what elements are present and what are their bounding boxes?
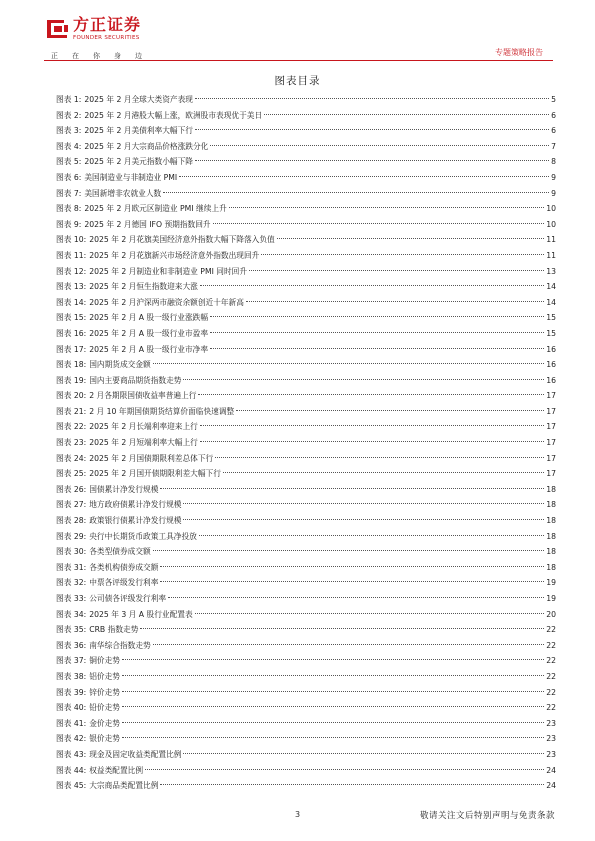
toc-entry-page: 18 [546, 562, 556, 572]
toc-entry-page: 8 [551, 157, 556, 167]
toc-leader-dots [145, 769, 544, 770]
toc-leader-dots [153, 550, 544, 551]
toc-entry[interactable] [56, 731, 556, 747]
toc-entry-title: 大宗商品类配置比例 [89, 781, 159, 791]
toc-entry-page: 7 [551, 141, 556, 151]
toc-leader-dots [261, 254, 544, 255]
brand-slogan: 正在你身边 [51, 52, 156, 60]
toc-entry-label: 图表 14: [56, 297, 87, 307]
toc-leader-dots [163, 192, 549, 193]
toc-entry-page: 22 [546, 703, 556, 713]
toc-entry-label: 图表 38: [56, 671, 87, 681]
toc-leader-dots [195, 160, 549, 161]
toc-entry-title: 2025 年 2 月花旗新兴市场经济意外指数出现回升 [89, 250, 260, 260]
toc-entry-title: 国内期货成交金额 [89, 360, 151, 370]
toc-entry-title: CRB 指数走势 [89, 625, 139, 635]
toc-entry-title: 2025 年 2 月国债期限利差总体下行 [89, 453, 214, 463]
toc-entry-page: 24 [546, 781, 556, 791]
toc-entry[interactable] [56, 186, 556, 202]
toc-entry[interactable] [56, 513, 556, 529]
toc-entry-title: 2025 年 2 月德国 IFO 预期指数回升 [84, 219, 211, 229]
toc-entry-label: 图表 23: [56, 438, 87, 448]
toc-entry-label: 图表 13: [56, 282, 87, 292]
toc-entry-page: 11 [546, 250, 556, 260]
toc-leader-dots [195, 98, 549, 99]
toc-entry-page: 17 [546, 438, 556, 448]
toc-entry-title: 铝价走势 [89, 671, 120, 681]
toc-entry[interactable] [56, 295, 556, 311]
toc-entry-title: 2025 年 2 月欧元区制造业 PMI 继续上升 [84, 204, 227, 214]
toc-entry-title: 2025 年 2 月大宗商品价格涨跌分化 [84, 141, 209, 151]
toc-entry-page: 11 [546, 235, 556, 245]
toc-entry-page: 17 [546, 422, 556, 432]
toc-entry-label: 图表 36: [56, 640, 87, 650]
toc-entry[interactable] [56, 326, 556, 342]
toc-entry-label: 图表 43: [56, 749, 87, 759]
toc-leader-dots [160, 581, 544, 582]
toc-entry[interactable] [56, 404, 556, 420]
toc-leader-dots [183, 503, 544, 504]
toc-entry-label: 图表 24: [56, 453, 87, 463]
toc-entry-title: 国债累计净发行规模 [89, 484, 159, 494]
toc-leader-dots [153, 644, 544, 645]
toc-entry-title: 2025 年 2 月 A 股一级行业涨跌幅 [89, 313, 209, 323]
toc-entry-title: 2025 年 2 月长端利率迎来上行 [89, 422, 198, 432]
toc-leader-dots [210, 348, 544, 349]
toc-entry-title: 各类型债券成交额 [89, 547, 151, 557]
toc-entry[interactable] [56, 123, 556, 139]
toc-entry-title: 2025 年 2 月港股大幅上涨，欧洲股市表现优于美日 [84, 110, 263, 120]
toc-entry-label: 图表 44: [56, 765, 87, 775]
toc-entry[interactable] [56, 529, 556, 545]
toc-entry-label: 图表 15: [56, 313, 87, 323]
toc-entry-page: 14 [546, 297, 556, 307]
toc-entry-label: 图表 2: [56, 110, 82, 120]
toc-entry-label: 图表 22: [56, 422, 87, 432]
toc-entry[interactable] [56, 763, 556, 779]
toc-entry[interactable] [56, 388, 556, 404]
toc-entry[interactable] [56, 170, 556, 186]
toc-entry-page: 18 [546, 547, 556, 557]
toc-leader-dots [264, 114, 549, 115]
toc-entry-page: 22 [546, 687, 556, 697]
toc-entry-title: 2025 年 2 月 A 股一级行业市盈率 [89, 328, 209, 338]
toc-entry-page: 22 [546, 640, 556, 650]
toc-entry-page: 18 [546, 516, 556, 526]
toc-leader-dots [200, 425, 544, 426]
toc-entry[interactable] [56, 435, 556, 451]
toc-leader-dots [183, 519, 544, 520]
toc-entry-label: 图表 41: [56, 718, 87, 728]
toc-leader-dots [246, 301, 544, 302]
toc-leader-dots [236, 410, 544, 411]
toc-entry-label: 图表 18: [56, 360, 87, 370]
toc-entry-label: 图表 31: [56, 562, 87, 572]
toc-entry[interactable] [56, 357, 556, 373]
toc-entry-title: 2025 年 2 月沪深两市融资余额创近十年新高 [89, 297, 244, 307]
toc-entry-label: 图表 21: [56, 406, 87, 416]
toc-leader-dots [179, 176, 549, 177]
toc-entry[interactable] [56, 92, 556, 108]
toc-leader-dots [160, 566, 544, 567]
toc-entry[interactable] [56, 154, 556, 170]
toc-leader-dots [199, 535, 544, 536]
toc-entry-title: 铜价走势 [89, 656, 120, 666]
toc-entry-page: 18 [546, 484, 556, 494]
toc-entry[interactable] [56, 248, 556, 264]
toc-entry-page: 19 [546, 578, 556, 588]
toc-entry-label: 图表 32: [56, 578, 87, 588]
toc-entry-label: 图表 16: [56, 328, 87, 338]
figure-toc-list [56, 92, 556, 794]
toc-entry-label: 图表 29: [56, 531, 87, 541]
toc-entry-page: 22 [546, 625, 556, 635]
toc-entry-title: 中票各评级发行利率 [89, 578, 159, 588]
toc-entry-title: 政策银行债累计净发行规模 [89, 516, 182, 526]
toc-entry[interactable] [56, 482, 556, 498]
toc-entry[interactable] [56, 700, 556, 716]
toc-leader-dots [183, 379, 544, 380]
toc-entry-label: 图表 30: [56, 547, 87, 557]
toc-entry[interactable] [56, 560, 556, 576]
toc-entry-label: 图表 40: [56, 703, 87, 713]
toc-entry-page: 17 [546, 391, 556, 401]
toc-entry-title: 2025 年 2 月全球大类资产表现 [84, 95, 193, 104]
toc-entry-page: 20 [546, 609, 556, 619]
toc-entry-label: 图表 42: [56, 734, 87, 744]
toc-entry-title: 2025 年 2 月 A 股一级行业市净率 [89, 344, 209, 354]
toc-leader-dots [249, 270, 544, 271]
toc-leader-dots [122, 659, 544, 660]
brand-name-cn: 方正证券 [73, 15, 142, 34]
toc-entry-label: 图表 8: [56, 204, 82, 214]
toc-entry-title: 2025 年 3 月 A 股行业配置表 [89, 609, 193, 619]
toc-leader-dots [200, 285, 544, 286]
toc-entry[interactable] [56, 451, 556, 467]
toc-leader-dots [200, 441, 544, 442]
toc-leader-dots [168, 597, 544, 598]
toc-entry-label: 图表 4: [56, 141, 82, 151]
toc-entry-title: 2025 年 2 月美元指数小幅下降 [84, 157, 193, 167]
toc-leader-dots [213, 223, 545, 224]
toc-entry[interactable] [56, 544, 556, 560]
toc-leader-dots [122, 706, 544, 707]
toc-leader-dots [195, 613, 545, 614]
toc-entry-label: 图表 20: [56, 391, 87, 401]
toc-entry[interactable] [56, 778, 556, 794]
toc-leader-dots [122, 722, 544, 723]
toc-entry-page: 17 [546, 469, 556, 479]
toc-entry-page: 16 [546, 344, 556, 354]
toc-entry-page: 6 [551, 126, 556, 136]
toc-entry-label: 图表 27: [56, 500, 87, 510]
toc-leader-dots [277, 238, 544, 239]
footer-disclaimer: 敬请关注文后特别声明与免责条款 [419, 811, 555, 821]
toc-entry-page: 17 [546, 453, 556, 463]
toc-leader-dots [122, 691, 544, 692]
toc-title: 图表目录 [274, 75, 321, 87]
toc-entry-page: 22 [546, 671, 556, 681]
toc-leader-dots [140, 628, 544, 629]
toc-entry[interactable] [56, 575, 556, 591]
toc-entry[interactable] [56, 653, 556, 669]
report-type-label: 专题策略报告 [495, 48, 543, 57]
toc-entry-title: 国内主要商品期货指数走势 [89, 375, 182, 385]
toc-entry[interactable] [56, 497, 556, 513]
toc-entry-page: 22 [546, 656, 556, 666]
toc-entry-label: 图表 1: [56, 95, 82, 104]
toc-entry-page: 10 [546, 204, 556, 214]
toc-entry-label: 图表 25: [56, 469, 87, 479]
toc-entry[interactable] [56, 622, 556, 638]
toc-leader-dots [195, 129, 549, 130]
toc-entry-page: 23 [546, 734, 556, 744]
footer-page-number: 3 [294, 810, 301, 819]
toc-entry-title: 地方政府债累计净发行规模 [89, 500, 182, 510]
toc-entry-title: 铅价走势 [89, 703, 120, 713]
toc-entry[interactable] [56, 373, 556, 389]
toc-entry-label: 图表 45: [56, 781, 87, 791]
toc-entry[interactable] [56, 108, 556, 124]
toc-entry-title: 锌价走势 [89, 687, 120, 697]
toc-entry-label: 图表 3: [56, 126, 82, 136]
toc-entry-title: 南华综合指数走势 [89, 640, 151, 650]
toc-leader-dots [122, 675, 544, 676]
toc-entry-label: 图表 9: [56, 219, 82, 229]
toc-entry-title: 2025 年 2 月国开债期限利差大幅下行 [89, 469, 221, 479]
toc-entry[interactable] [56, 217, 556, 233]
toc-entry-label: 图表 28: [56, 516, 87, 526]
toc-entry-title: 2025 年 2 月制造业和非制造业 PMI 同时回升 [89, 266, 248, 276]
toc-leader-dots [198, 394, 544, 395]
toc-entry-label: 图表 19: [56, 375, 87, 385]
toc-entry-label: 图表 37: [56, 656, 87, 666]
toc-entry-page: 16 [546, 375, 556, 385]
toc-entry-label: 图表 11: [56, 250, 87, 260]
toc-entry-label: 图表 26: [56, 484, 87, 494]
toc-entry-page: 9 [551, 172, 556, 182]
toc-leader-dots [210, 145, 549, 146]
toc-entry-title: 银价走势 [89, 734, 120, 744]
toc-leader-dots [160, 488, 544, 489]
toc-entry-title: 央行中长期货币政策工具净投放 [89, 531, 197, 541]
toc-entry-title: 2 月各期限国债收益率普遍上行 [89, 391, 197, 401]
toc-leader-dots [210, 316, 544, 317]
toc-entry-page: 16 [546, 360, 556, 370]
toc-entry-page: 24 [546, 765, 556, 775]
toc-entry-label: 图表 17: [56, 344, 87, 354]
toc-entry[interactable] [56, 310, 556, 326]
toc-leader-dots [183, 753, 544, 754]
toc-entry-page: 15 [546, 328, 556, 338]
toc-entry[interactable] [56, 607, 556, 623]
toc-entry-title: 权益类配置比例 [89, 765, 144, 775]
toc-entry[interactable] [56, 716, 556, 732]
toc-entry[interactable] [56, 591, 556, 607]
toc-leader-dots [122, 737, 544, 738]
toc-entry-page: 23 [546, 749, 556, 759]
toc-entry-page: 19 [546, 594, 556, 603]
toc-entry-title: 金价走势 [89, 718, 120, 728]
toc-entry[interactable] [56, 466, 556, 482]
toc-entry-label: 图表 12: [56, 266, 87, 276]
toc-entry-label: 图表 7: [56, 188, 82, 198]
toc-leader-dots [229, 207, 544, 208]
toc-entry-page: 15 [546, 313, 556, 323]
toc-entry-page: 14 [546, 282, 556, 292]
toc-entry[interactable] [56, 342, 556, 358]
toc-entry-title: 现金及固定收益类配置比例 [89, 749, 182, 759]
toc-entry-label: 图表 10: [56, 235, 87, 245]
brand-name-en: FOUNDER SECURITIES [73, 35, 140, 41]
toc-entry-title: 2025 年 2 月花旗美国经济意外指数大幅下降落入负值 [89, 235, 275, 245]
toc-entry[interactable] [56, 669, 556, 685]
toc-leader-dots [153, 363, 544, 364]
toc-entry[interactable] [56, 264, 556, 280]
toc-entry-page: 18 [546, 531, 556, 541]
toc-leader-dots [215, 457, 544, 458]
toc-entry-title: 美国制造业与非制造业 PMI [84, 172, 178, 182]
toc-entry[interactable] [56, 232, 556, 248]
toc-entry[interactable] [56, 638, 556, 654]
toc-entry-label: 图表 39: [56, 687, 87, 697]
founder-logo-icon [44, 16, 70, 42]
toc-entry-title: 2025 年 2 月短端利率大幅上行 [89, 438, 198, 448]
toc-entry[interactable] [56, 685, 556, 701]
toc-entry-page: 23 [546, 718, 556, 728]
toc-entry[interactable] [56, 747, 556, 763]
toc-entry-page: 10 [546, 219, 556, 229]
toc-entry-page: 13 [546, 266, 556, 276]
toc-entry-title: 公司债各评级发行利率 [89, 594, 167, 603]
toc-entry-title: 2025 年 2 月美债利率大幅下行 [84, 126, 193, 136]
toc-entry-label: 图表 6: [56, 172, 82, 182]
page-header [0, 0, 595, 70]
toc-entry-page: 18 [546, 500, 556, 510]
toc-entry-page: 17 [546, 406, 556, 416]
toc-leader-dots [223, 472, 544, 473]
toc-entry-label: 图表 34: [56, 609, 87, 619]
toc-entry-title: 2025 年 2 月恒生指数迎来大涨 [89, 282, 198, 292]
toc-entry-page: 6 [551, 110, 556, 120]
toc-entry[interactable] [56, 201, 556, 217]
toc-leader-dots [160, 784, 544, 785]
founder-logo [44, 16, 141, 42]
toc-entry[interactable] [56, 419, 556, 435]
toc-entry-label: 图表 35: [56, 625, 87, 635]
toc-entry-title: 美国新增非农就业人数 [84, 188, 162, 198]
header-divider [44, 60, 553, 61]
toc-entry-label: 图表 5: [56, 157, 82, 167]
toc-leader-dots [210, 332, 544, 333]
toc-entry-page: 9 [551, 188, 556, 198]
toc-entry-title: 各类机构债券成交额 [89, 562, 159, 572]
toc-entry-title: 2 月 10 年期国债期货结算价面临快速调整 [89, 406, 235, 416]
toc-entry[interactable] [56, 139, 556, 155]
toc-entry-page: 5 [551, 95, 556, 104]
toc-entry-label: 图表 33: [56, 594, 87, 603]
toc-entry[interactable] [56, 279, 556, 295]
